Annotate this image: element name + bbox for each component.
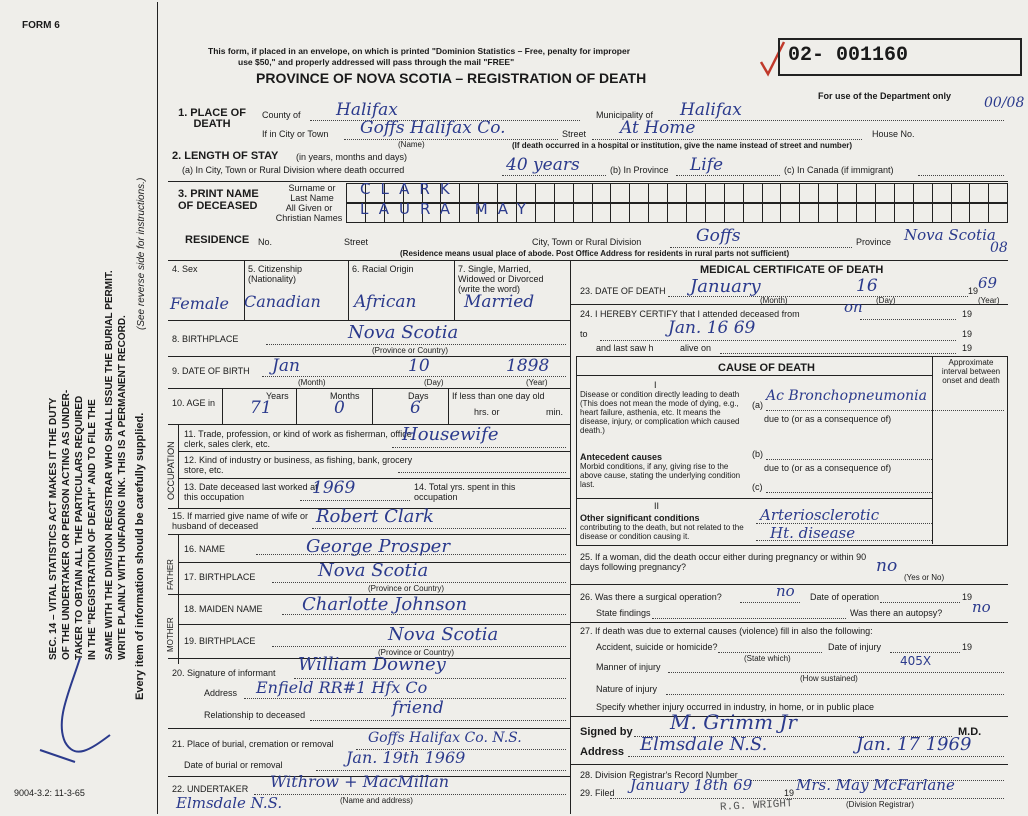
nature-label: Nature of injury	[596, 684, 658, 694]
due-to-label-1: due to (or as a consequence of)	[764, 414, 892, 424]
lastsaw-label: and last saw h	[596, 343, 654, 353]
physician-address-date: Jan. 17 1969	[856, 734, 972, 755]
md-label: M.D.	[958, 726, 982, 738]
street-value: At Home	[620, 118, 696, 138]
dob-year-note: (Year)	[526, 378, 548, 387]
physician-address-value: Elmsdale N.S.	[640, 734, 768, 755]
record-number-label: 28. Division Registrar's Record Number	[580, 770, 738, 780]
statute-line-3: TAKER TO OBTAIN ALL THE PARTICULARS REQUIRED	[74, 395, 85, 660]
age-years-value: 71	[250, 398, 272, 418]
dod-month: January	[690, 276, 761, 297]
age-years-label: Years	[266, 391, 289, 401]
dod-year-note: (Year)	[978, 296, 1000, 305]
manner-label: Manner of injury	[596, 662, 661, 672]
trade-label: 11. Trade, profession, or kind of work as fisherman, office clerk, sales clerk, etc.	[184, 429, 412, 449]
racial-value: African	[354, 292, 417, 312]
citizenship-label: 5. Citizenship (Nationality)	[248, 264, 303, 284]
dob-month-note: (Month)	[298, 378, 326, 387]
autopsy-value: no	[972, 598, 991, 616]
to-label: to	[580, 329, 588, 339]
registrar-stamp: R.G. WRIGHT	[719, 798, 793, 814]
alive-on-label: alive on	[680, 343, 712, 353]
house-label: House No.	[872, 129, 915, 139]
given-names-value: LAURA MAY	[360, 200, 536, 218]
undertaker-address: Elmsdale N.S.	[176, 794, 283, 812]
city-value: Goffs Halifax Co.	[360, 118, 506, 138]
statute-line-4: IN THE "REGISTRATION OF DEATH" AND TO FILE THE	[87, 399, 98, 660]
name-note: (Name)	[398, 140, 425, 149]
form-number: FORM 6	[22, 20, 60, 31]
age-label: 10. AGE in	[172, 398, 216, 408]
antecedent-label: Antecedent causes	[580, 452, 663, 462]
mother-bp-note: (Province or Country)	[378, 648, 455, 657]
last-worked-value: 1969	[312, 478, 356, 498]
department-use-note: For use of the Department only	[818, 91, 952, 101]
burial-date-value: Jan. 19th 1969	[346, 748, 466, 767]
birthplace-label: 8. BIRTHPLACE	[172, 334, 239, 344]
dod-year: 69	[978, 274, 998, 292]
certify-from-value: on	[844, 298, 863, 316]
margin-pen-scribble	[20, 650, 130, 770]
external-causes-label: 27. If death was due to external causes (violence) fill in also the following:	[580, 626, 873, 636]
other-conditions-text: contributing to the death, but not related to the disease or condition causing it.	[580, 523, 744, 541]
surgery-value: no	[776, 582, 795, 600]
statute-line-1: SEC. 14 – VITAL STATISTICS ACT MAKES IT THE DUTY	[48, 397, 59, 660]
father-birthplace-label: 17. BIRTHPLACE	[184, 572, 256, 582]
municipality-value: Halifax	[680, 100, 742, 120]
city-label: If in City or Town	[262, 129, 329, 139]
residence-street-label: Street	[344, 237, 369, 247]
stay-province-value: Life	[690, 155, 724, 175]
residence-city-label: City, Town or Rural Division	[532, 237, 642, 247]
dod-day-note: (Day)	[876, 296, 896, 305]
registrar-note: (Division Registrar)	[846, 800, 915, 809]
alive-19-label: 19	[962, 343, 973, 353]
marital-label: 7. Single, Married, Widowed or Divorced (write the word)	[458, 264, 544, 294]
racial-label: 6. Racial Origin	[352, 264, 414, 274]
other-value-2: Ht. disease	[770, 524, 856, 542]
physician-address-label: Address	[580, 746, 625, 758]
dod-label: 23. DATE OF DEATH	[580, 286, 666, 296]
residence-label: RESIDENCE	[185, 234, 250, 246]
operation-date-label: Date of operation	[810, 592, 880, 602]
due-to-label-2: due to (or as a consequence of)	[764, 463, 892, 473]
age-days-label: Days	[408, 391, 429, 401]
pregnancy-value: no	[876, 556, 898, 576]
injury-code: 405X	[900, 654, 932, 668]
father-birthplace-value: Nova Scotia	[318, 560, 429, 581]
physician-signature: M. Grimm Jr	[670, 710, 797, 734]
certify-19-label: 19	[962, 309, 973, 319]
left-margin-rule	[157, 2, 158, 814]
spouse-value: Robert Clark	[316, 506, 434, 527]
dob-year: 1898	[506, 356, 550, 376]
residence-code: 08	[990, 240, 1008, 256]
mother-birthplace-value: Nova Scotia	[388, 624, 499, 645]
dod-month-note: (Month)	[760, 296, 788, 305]
stay-city-label: (a) In City, Town or Rural Division where death occurred	[182, 165, 405, 175]
min-label: min.	[546, 407, 564, 417]
undertaker-label: 22. UNDERTAKER	[172, 784, 249, 794]
mother-name-label: 18. MAIDEN NAME	[184, 604, 263, 614]
findings-label: State findings	[596, 608, 651, 618]
state-which-note: (State which)	[744, 654, 791, 663]
surgery-label: 26. Was there a surgical operation?	[580, 592, 722, 602]
to-19-label: 19	[962, 329, 973, 339]
statute-line-6: WRITE PLAINLY WITH UNFADING INK. THIS IS A PERMANENT RECORD.	[117, 315, 128, 660]
statute-line-5: SAME WITH THE DIVISION REGISTRAR WHO SHALL ISSUE THE BURIAL PERMIT.	[104, 270, 115, 660]
cause-a-value: Ac Bronchopneumonia	[766, 388, 927, 404]
dob-month: Jan	[272, 356, 300, 376]
dob-day: 10	[408, 356, 430, 376]
place-of-death-label: 1. PLACE OF DEATH	[178, 107, 246, 130]
street-label: Street	[562, 129, 587, 139]
certify-to-value: Jan. 16 69	[668, 318, 756, 338]
form-title: PROVINCE OF NOVA SCOTIA – REGISTRATION OF DEATH	[256, 70, 647, 86]
other-conditions-label: Other significant conditions	[580, 513, 700, 523]
dod-year-prefix: 19	[968, 286, 979, 296]
section-two: II	[654, 501, 660, 511]
father-name-label: 16. NAME	[184, 544, 226, 554]
specify-label: Specify whether injury occurred in industry, in home, or in public place	[596, 702, 874, 712]
operation-19-label: 19	[962, 592, 973, 602]
trade-value: Housewife	[402, 424, 499, 445]
residence-note: (Residence means usual place of abode. Post Office Address for residents in rural parts not sufficient)	[400, 249, 790, 258]
birthplace-value: Nova Scotia	[348, 322, 459, 343]
stay-subtitle: (in years, months and days)	[296, 152, 408, 162]
cause-b-label: (b)	[752, 449, 763, 459]
section-one: I	[654, 380, 657, 390]
undertaker-name: Withrow + MacMillan	[270, 772, 450, 791]
burial-place-label: 21. Place of burial, cremation or removal	[172, 739, 334, 749]
informant-address-label: Address	[204, 688, 238, 698]
cause-title: CAUSE OF DEATH	[718, 362, 815, 374]
dob-day-note: (Day)	[424, 378, 444, 387]
citizenship-value: Canadian	[244, 292, 321, 311]
age-months-value: 0	[334, 398, 345, 418]
envelope-note-1: This form, if placed in an envelope, on which is printed "Dominion Statistics – Free, penalty for improper	[208, 46, 631, 56]
print-name-label: 3. PRINT NAME OF DECEASED	[178, 188, 259, 212]
residence-province-value: Nova Scotia	[904, 226, 996, 244]
autopsy-label: Was there an autopsy?	[850, 608, 943, 618]
hospital-note: (If death occurred in a hospital or institution, give the name instead of street and number)	[512, 141, 853, 150]
age-days-value: 6	[410, 398, 421, 418]
sex-label: 4. Sex	[172, 264, 198, 274]
registration-number: 02- 001160	[788, 44, 909, 67]
injury-date-label: Date of injury	[828, 642, 882, 652]
father-side-label: FATHER	[166, 559, 175, 590]
medical-title: MEDICAL CERTIFICATE OF DEATH	[700, 264, 884, 276]
residence-city-value: Goffs	[696, 226, 741, 246]
stay-city-value: 40 years	[506, 155, 580, 175]
county-label: County of	[262, 110, 301, 120]
direct-cause-label: Disease or condition directly leading to death (This does not mean the mode of dying, e.g., heart failure, asthenia, etc. It means the disease, injury, or complication which caused death.)	[580, 390, 740, 435]
signed-by-label: Signed by	[580, 726, 633, 738]
residence-no-label: No.	[258, 237, 273, 247]
certify-label: 24. I HEREBY CERTIFY that I attended deceased from	[580, 309, 800, 319]
burial-date-label: Date of burial or removal	[184, 760, 283, 770]
form-code: 9004-3.2: 11-3-65	[14, 788, 85, 798]
length-of-stay-label: 2. LENGTH OF STAY	[172, 150, 279, 162]
department-code: 00/08	[984, 95, 1025, 111]
total-years-label: 14. Total yrs. spent in this occupation	[414, 482, 516, 502]
stay-canada-label: (c) In Canada (if immigrant)	[784, 165, 894, 175]
residence-province-label: Province	[856, 237, 892, 247]
injury-19-label: 19	[962, 642, 973, 652]
pregnancy-label: 25. If a woman, did the death occur either during pregnancy or within 90 days following pregnancy?	[580, 552, 867, 572]
how-sustained-note: (How sustained)	[800, 674, 858, 683]
spouse-label: 15. If married give name of wife or husband of deceased	[172, 511, 309, 531]
industry-label: 12. Kind of industry or business, as fishing, bank, grocery store, etc.	[184, 455, 413, 475]
statute-line-2: OF THE UNDERTAKER OR PERSON ACTING AS UNDER-	[61, 389, 72, 660]
dob-label: 9. DATE OF BIRTH	[172, 366, 250, 376]
carefully-supplied-note: Every item of information should be carefully supplied.	[134, 412, 146, 700]
birthplace-note: (Province or Country)	[372, 346, 449, 355]
informant-sig-value: William Downey	[298, 654, 446, 675]
municipality-label: Municipality of	[596, 110, 654, 120]
cause-c-label: (c)	[752, 482, 763, 492]
father-name-value: George Prosper	[306, 536, 450, 557]
registrar-signature: Mrs. May McFarlane	[796, 776, 955, 794]
filed-value: January 18th 69	[630, 776, 753, 794]
occupation-side-label: OCCUPATION	[166, 441, 176, 500]
yes-no-note: (Yes or No)	[904, 573, 945, 582]
under-one-day-label: If less than one day old	[452, 391, 545, 401]
mother-name-value: Charlotte Johnson	[302, 594, 468, 615]
burial-place-value: Goffs Halifax Co. N.S.	[368, 730, 522, 746]
cause-a-label: (a)	[752, 400, 763, 410]
mother-side-label: MOTHER	[166, 617, 175, 652]
relationship-label: Relationship to deceased	[204, 710, 306, 720]
filed-19-label: 19	[784, 788, 795, 798]
father-bp-note: (Province or Country)	[368, 584, 445, 593]
surname-value: CLARK	[360, 180, 460, 198]
antecedent-text: Morbid conditions, if any, giving rise to the above cause, stating the underlying condition last.	[580, 462, 741, 489]
envelope-note-2: use $50," and properly addressed will pass through the mail "FREE"	[238, 57, 515, 67]
stay-province-label: (b) In Province	[610, 165, 669, 175]
age-months-label: Months	[330, 391, 360, 401]
dod-day: 16	[856, 276, 878, 296]
informant-sig-label: 20. Signature of informant	[172, 668, 276, 678]
hrs-label: hrs. or	[474, 407, 500, 417]
relationship-value: friend	[392, 698, 444, 718]
informant-address-value: Enfield RR#1 Hfx Co	[256, 678, 428, 697]
undertaker-note: (Name and address)	[340, 796, 413, 805]
reverse-note: (See reverse side for instructions.)	[136, 177, 147, 330]
filed-label: 29. Filed	[580, 788, 615, 798]
mother-birthplace-label: 19. BIRTHPLACE	[184, 636, 256, 646]
marital-value: Married	[464, 292, 535, 312]
last-worked-label: 13. Date deceased last worked at this occupation	[184, 482, 318, 502]
given-names-label: All Given or Christian Names	[275, 203, 343, 223]
sex-value: Female	[170, 294, 229, 313]
county-value: Halifax	[336, 100, 398, 120]
other-value-1: Arteriosclerotic	[760, 506, 880, 524]
interval-label: Approximate interval between onset and death	[941, 358, 1001, 385]
surname-label: Surname or Last Name	[288, 183, 336, 203]
accident-label: Accident, suicide or homicide?	[596, 642, 718, 652]
